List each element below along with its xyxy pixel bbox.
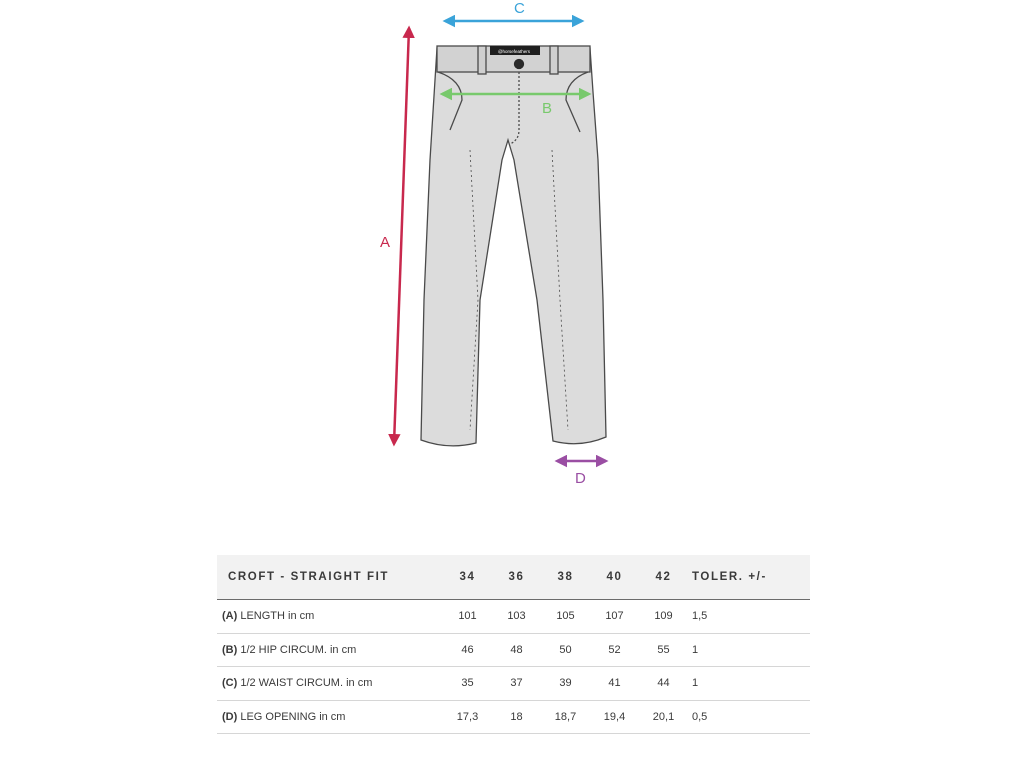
tolerance-header: TOLER. +/- xyxy=(688,555,810,600)
measurement-code: (C) xyxy=(222,677,238,690)
table-cell: 55 xyxy=(639,633,688,667)
measurement-code: (B) xyxy=(222,643,238,656)
belt-loop-left xyxy=(478,46,486,74)
table-cell: 41 xyxy=(590,667,639,701)
tolerance-cell: 1,5 xyxy=(688,600,810,634)
size-table xyxy=(217,555,810,734)
table-cell: 17,3 xyxy=(443,700,492,734)
size-header: 40 xyxy=(590,555,639,600)
pants-body xyxy=(421,48,606,446)
table-cell: 50 xyxy=(541,633,590,667)
size-header: 42 xyxy=(639,555,688,600)
dimension-a-arrow xyxy=(394,28,409,444)
table-cell: 35 xyxy=(443,667,492,701)
dimension-d-label: D xyxy=(575,470,586,487)
measurement-label xyxy=(217,633,443,667)
table-cell: 44 xyxy=(639,667,688,701)
table-cell: 107 xyxy=(590,600,639,634)
measurement-label xyxy=(217,600,443,634)
table-cell: 101 xyxy=(443,600,492,634)
dimension-c-label: C xyxy=(514,0,525,17)
table-row xyxy=(217,667,810,701)
table-cell: 37 xyxy=(492,667,541,701)
measurement-name: LENGTH in cm xyxy=(237,610,315,623)
belt-loop-right xyxy=(550,46,558,74)
table-cell: 18,7 xyxy=(541,700,590,734)
measurement-name: LEG OPENING in cm xyxy=(237,710,346,723)
table-title: CROFT - STRAIGHT FIT xyxy=(217,555,443,600)
tolerance-cell: 1 xyxy=(688,633,810,667)
measurement-code: (D) xyxy=(222,710,238,723)
table-cell: 20,1 xyxy=(639,700,688,734)
table-cell: 105 xyxy=(541,600,590,634)
measurement-label xyxy=(217,667,443,701)
size-header: 36 xyxy=(492,555,541,600)
table-cell: 18 xyxy=(492,700,541,734)
waist-button xyxy=(515,60,524,69)
tolerance-cell: 1 xyxy=(688,667,810,701)
table-cell: 109 xyxy=(639,600,688,634)
dimension-b-label: B xyxy=(542,100,553,117)
brand-text: @horsefeathers xyxy=(497,49,531,54)
table-row xyxy=(217,700,810,734)
table-row xyxy=(217,600,810,634)
dimension-a-label: A xyxy=(380,234,391,251)
size-header: 34 xyxy=(443,555,492,600)
table-cell: 52 xyxy=(590,633,639,667)
table-cell: 19,4 xyxy=(590,700,639,734)
table-row xyxy=(217,633,810,667)
table-cell: 39 xyxy=(541,667,590,701)
table-header-row xyxy=(217,555,810,600)
table-cell: 46 xyxy=(443,633,492,667)
measurement-name: 1/2 WAIST CIRCUM. in cm xyxy=(237,677,373,690)
tolerance-cell: 0,5 xyxy=(688,700,810,734)
measurement-label xyxy=(217,700,443,734)
table-cell: 48 xyxy=(492,633,541,667)
size-header: 38 xyxy=(541,555,590,600)
pants-illustration xyxy=(421,46,606,446)
measurement-name: 1/2 HIP CIRCUM. in cm xyxy=(237,643,357,656)
measurement-code: (A) xyxy=(222,610,238,623)
table-cell: 103 xyxy=(492,600,541,634)
